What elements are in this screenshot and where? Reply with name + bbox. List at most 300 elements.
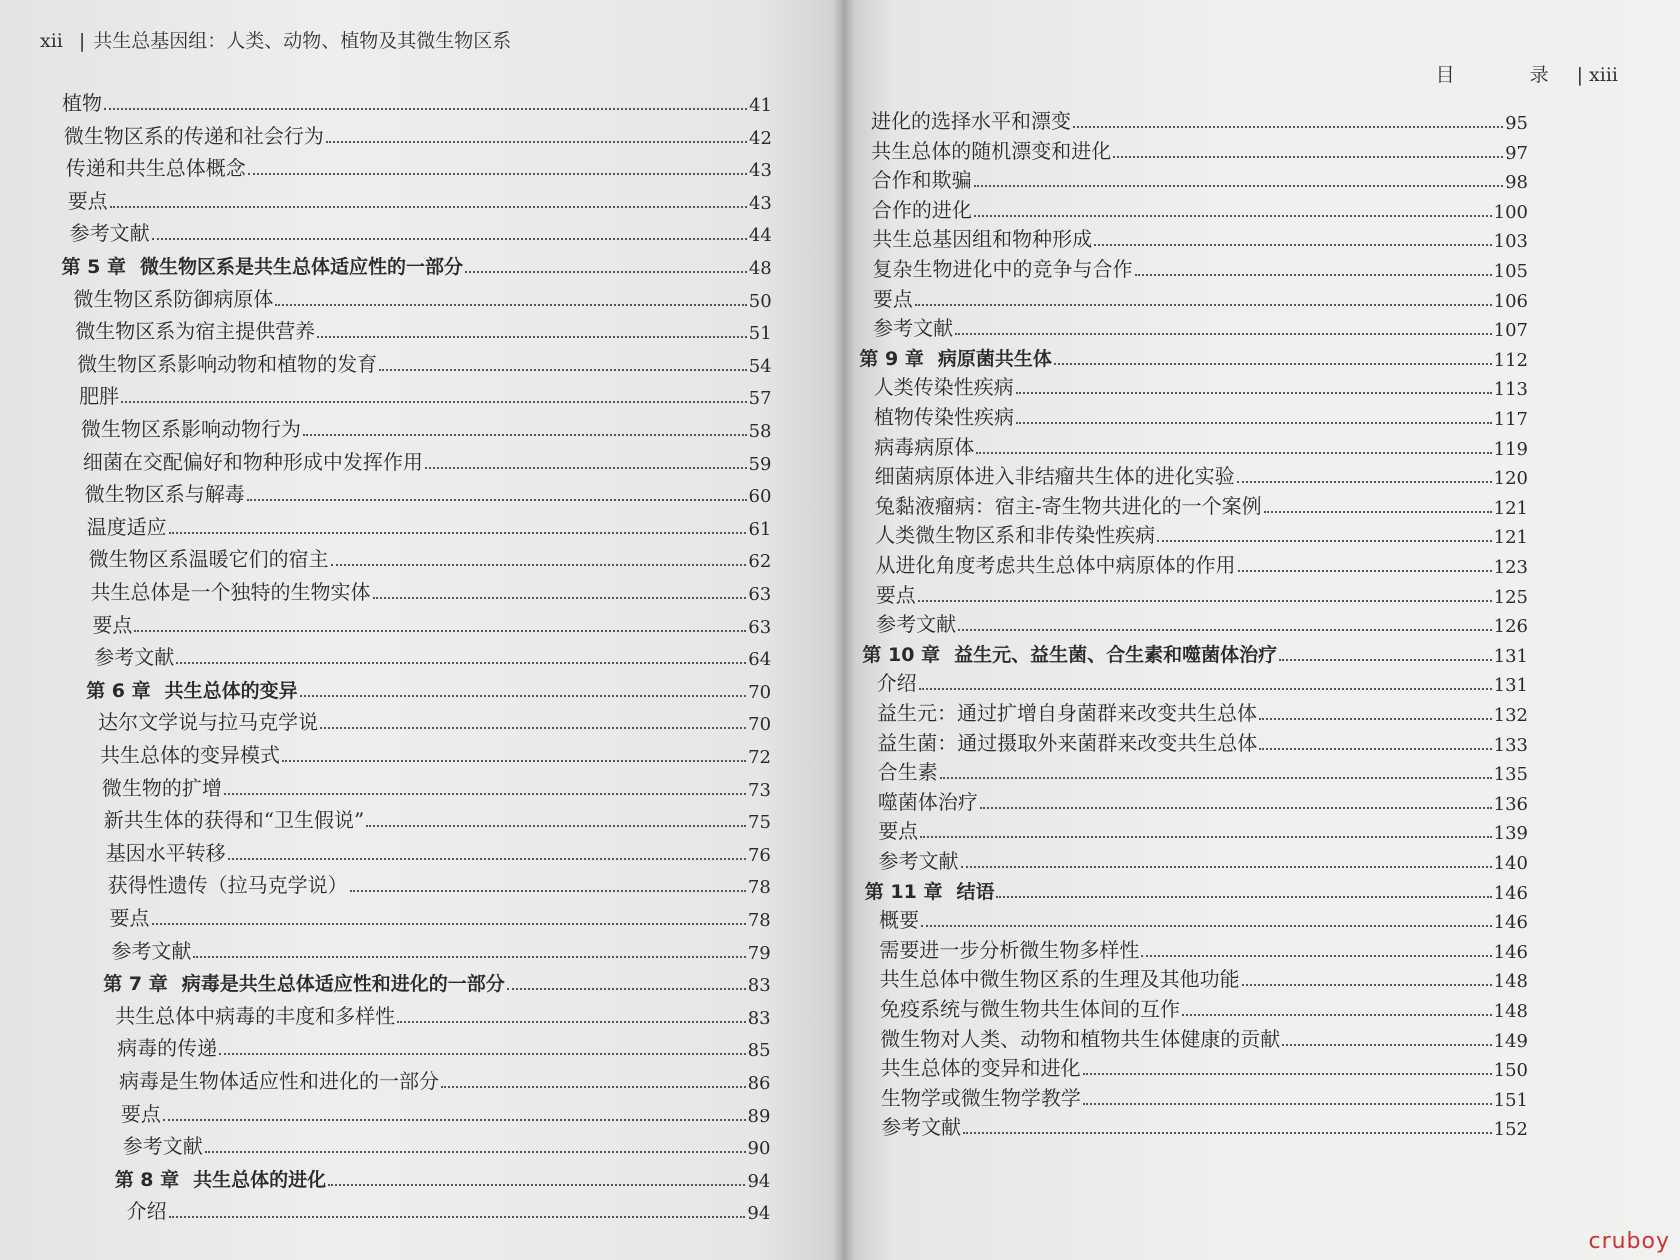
book-gutter xyxy=(833,0,855,1260)
dot-leader xyxy=(940,777,1492,779)
entry-page-number: 63 xyxy=(748,584,772,605)
toc-chapter-entry xyxy=(862,635,1528,667)
entry-title: 微生物区系防御病原体 xyxy=(73,286,274,311)
toc-entry xyxy=(875,457,1528,489)
toc-entry xyxy=(877,664,1528,696)
right-page-number: xiii xyxy=(1589,64,1618,86)
left-running-head: xii | 共生总基因组：人类、动物、植物及其微生物区系 xyxy=(40,30,512,52)
entry-page-number: 76 xyxy=(747,844,771,866)
entry-page-number: 83 xyxy=(747,975,771,997)
toc-entry xyxy=(123,1127,771,1159)
toc-entry xyxy=(102,769,771,801)
dot-leader xyxy=(1054,363,1492,365)
toc-entry xyxy=(70,214,772,246)
entry-page-number: 43 xyxy=(749,160,772,182)
dot-leader xyxy=(228,858,746,860)
toc-entry xyxy=(872,191,1528,223)
dot-leader xyxy=(1113,156,1503,158)
entry-title: 生物学或微生物学教学 xyxy=(880,1085,1081,1110)
toc-entry xyxy=(117,1029,770,1061)
chapter-number: 第 10 章 xyxy=(862,643,941,666)
right-running-head: 目 录| xiii xyxy=(1435,64,1618,86)
entry-page-number: 148 xyxy=(1493,971,1528,993)
dot-leader xyxy=(1242,984,1492,986)
entry-title: 人类微生物区系和非传染性疾病 xyxy=(875,523,1156,548)
entry-page-number: 121 xyxy=(1493,497,1528,519)
toc-entry xyxy=(108,866,771,898)
toc-entry xyxy=(873,250,1529,282)
dot-leader xyxy=(963,1132,1491,1134)
entry-page-number: 94 xyxy=(747,1170,771,1192)
entry-page-number: 63 xyxy=(748,616,772,638)
toc-entry xyxy=(75,312,771,344)
toc-chapter-entry xyxy=(62,247,772,279)
chapter-title xyxy=(862,640,1277,667)
toc-entry xyxy=(871,132,1528,164)
entry-title: 合作和欺骗 xyxy=(871,168,972,193)
entry-title: 参考文献 xyxy=(111,938,192,963)
dot-leader xyxy=(918,600,1492,602)
entry-page-number: 146 xyxy=(1493,882,1528,904)
toc-entry xyxy=(875,516,1528,548)
entry-title: 介绍 xyxy=(876,671,917,696)
toc-entry xyxy=(64,117,772,149)
entry-page-number: 75 xyxy=(748,812,771,834)
toc-entry xyxy=(66,149,772,181)
entry-title: 病毒病原体 xyxy=(874,434,975,459)
entry-title: 复杂生物进化中的竞争与合作 xyxy=(872,257,1133,281)
dot-leader xyxy=(465,271,747,273)
entry-page-number: 57 xyxy=(748,388,772,410)
dot-leader xyxy=(1016,422,1492,424)
toc-entry xyxy=(87,508,772,540)
entry-page-number: 97 xyxy=(1505,142,1528,164)
dot-leader xyxy=(996,896,1491,898)
toc-entry xyxy=(874,368,1528,400)
entry-title: 要点 xyxy=(875,582,916,607)
entry-page-number: 58 xyxy=(748,421,772,442)
dot-leader xyxy=(920,836,1491,838)
entry-title: 共生总体的变异和进化 xyxy=(880,1056,1081,1081)
entry-title: 微生物的扩增 xyxy=(101,775,222,800)
dot-leader xyxy=(1259,718,1492,720)
entry-page-number: 126 xyxy=(1493,616,1528,638)
dot-leader xyxy=(379,369,747,371)
toc-entry xyxy=(874,398,1528,430)
entry-page-number: 149 xyxy=(1493,1030,1528,1052)
entry-title: 免疫系统与微生物共生体间的互作 xyxy=(880,997,1180,1021)
entry-page-number: 121 xyxy=(1493,527,1528,549)
toc-entry xyxy=(79,377,771,409)
entry-title: 参考文献 xyxy=(94,645,175,670)
entry-page-number: 117 xyxy=(1493,409,1528,430)
entry-title: 噬菌体治疗 xyxy=(877,789,978,814)
entry-title: 共生总体中病毒的丰度和多样性 xyxy=(115,1003,396,1028)
entry-page-number: 123 xyxy=(1493,557,1528,578)
dot-leader xyxy=(169,1216,746,1218)
toc-entry xyxy=(119,1062,771,1094)
toc-entry xyxy=(94,638,771,670)
chapter-name: 病原菌共生体 xyxy=(937,347,1052,370)
chapter-name: 共生总体的进化 xyxy=(193,1168,327,1191)
dot-leader xyxy=(300,695,747,697)
entry-title: 益生元：通过扩增自身菌群来改变共生总体 xyxy=(877,701,1257,725)
entry-title: 从进化角度考虑共生总体中病原体的作用 xyxy=(875,553,1236,577)
toc-entry xyxy=(91,573,772,605)
toc-entry xyxy=(877,724,1528,756)
entry-page-number: 131 xyxy=(1493,645,1528,667)
entry-title: 肥胖 xyxy=(79,384,120,409)
toc-entry xyxy=(876,605,1528,637)
watermark: cruboy xyxy=(1588,1229,1670,1254)
chapter-title xyxy=(86,676,297,703)
chapter-title xyxy=(859,344,1051,371)
toc-chapter-entry xyxy=(86,671,771,703)
dot-leader xyxy=(320,727,746,729)
toc-entry xyxy=(880,960,1528,992)
dot-leader xyxy=(974,185,1504,187)
entry-title: 微生物区系的传递和社会行为 xyxy=(63,123,324,148)
entry-title: 参考文献 xyxy=(122,1134,203,1159)
dot-leader xyxy=(980,807,1492,809)
entry-page-number: 90 xyxy=(747,1138,771,1160)
dot-leader xyxy=(152,238,747,240)
chapter-title xyxy=(62,252,463,279)
entry-page-number: 83 xyxy=(747,1007,771,1029)
dot-leader xyxy=(110,206,747,208)
entry-page-number: 61 xyxy=(748,518,772,540)
dot-leader xyxy=(921,925,1492,927)
entry-page-number: 148 xyxy=(1493,1001,1528,1022)
dot-leader xyxy=(247,499,747,501)
entry-page-number: 48 xyxy=(748,258,772,279)
dot-leader xyxy=(397,1021,746,1023)
entry-page-number: 95 xyxy=(1505,113,1528,134)
entry-title: 益生菌：通过摄取外来菌群来改变共生总体 xyxy=(877,730,1258,755)
dot-leader xyxy=(1073,126,1503,128)
entry-page-number: 119 xyxy=(1493,438,1528,460)
dot-leader xyxy=(224,793,746,795)
toc-entry xyxy=(872,161,1528,193)
dot-leader xyxy=(507,988,746,990)
entry-page-number: 50 xyxy=(748,290,772,312)
toc-entry xyxy=(110,899,771,931)
toc-entry xyxy=(880,990,1528,1022)
entry-title: 兔黏液瘤病：宿主-寄生物共进化的一个案例 xyxy=(874,493,1262,518)
chapter-title xyxy=(115,1165,326,1192)
left-page-number: xii xyxy=(40,30,63,52)
chapter-number: 第 6 章 xyxy=(86,679,151,702)
dot-leader xyxy=(176,662,746,664)
entry-title: 细菌在交配偏好和物种形成中发挥作用 xyxy=(82,449,423,474)
entry-page-number: 151 xyxy=(1493,1089,1528,1111)
entry-title: 微生物对人类、动物和植物共生体健康的贡献 xyxy=(880,1026,1281,1051)
entry-title: 微生物区系与解毒 xyxy=(84,482,245,507)
entry-title: 病毒是生物体适应性和进化的一部分 xyxy=(119,1069,439,1093)
entry-page-number: 131 xyxy=(1493,675,1528,697)
entry-title: 获得性遗传（拉马克学说） xyxy=(107,873,348,898)
dot-leader xyxy=(303,434,747,436)
toc-entry xyxy=(878,753,1528,785)
chapter-name: 微生物区系是共生总体适应性的一部分 xyxy=(139,256,463,278)
toc-entry xyxy=(877,694,1528,726)
entry-page-number: 133 xyxy=(1493,734,1528,756)
entry-page-number: 136 xyxy=(1493,793,1528,815)
entry-title: 要点 xyxy=(67,188,108,213)
dot-leader xyxy=(152,923,746,925)
entry-title: 参考文献 xyxy=(878,849,959,873)
toc-entry xyxy=(876,576,1528,608)
entry-title: 参考文献 xyxy=(69,221,150,246)
entry-page-number: 43 xyxy=(748,192,772,214)
entry-title: 要点 xyxy=(878,819,919,844)
entry-title: 参考文献 xyxy=(881,1115,962,1140)
toc-entry xyxy=(106,834,771,866)
dot-leader xyxy=(1282,1044,1491,1046)
chapter-name: 病毒是共生总体适应性和进化的一部分 xyxy=(181,973,505,996)
entry-title: 传递和共生总体概念 xyxy=(65,156,246,181)
entry-page-number: 72 xyxy=(748,747,771,768)
dot-leader xyxy=(134,630,746,632)
entry-title: 微生物区系温暖它们的宿主 xyxy=(88,547,329,572)
chapter-number: 第 11 章 xyxy=(864,880,943,903)
chapter-name: 结语 xyxy=(956,880,995,903)
dot-leader xyxy=(1264,511,1492,513)
entry-page-number: 100 xyxy=(1493,201,1528,223)
dot-leader xyxy=(328,1184,745,1186)
toc-entry xyxy=(92,606,771,638)
entry-title: 进化的选择水平和漂变 xyxy=(871,109,1071,133)
toc-entry xyxy=(873,309,1528,341)
entry-page-number: 132 xyxy=(1493,705,1528,726)
entry-page-number: 140 xyxy=(1493,853,1528,874)
dot-leader xyxy=(1259,748,1491,750)
chapter-number: 第 9 章 xyxy=(859,347,924,370)
dot-leader xyxy=(169,532,747,534)
dot-leader xyxy=(326,141,747,143)
entry-page-number: 135 xyxy=(1493,764,1528,786)
entry-page-number: 79 xyxy=(747,942,771,964)
entry-page-number: 113 xyxy=(1493,379,1528,401)
toc-entry xyxy=(73,280,771,312)
toc-chapter-entry xyxy=(103,964,770,996)
entry-page-number: 64 xyxy=(748,649,772,671)
entry-page-number: 70 xyxy=(748,681,772,703)
dot-leader xyxy=(1238,570,1492,572)
chapter-number: 第 8 章 xyxy=(114,1168,180,1191)
dot-leader xyxy=(373,597,747,599)
toc-entry xyxy=(878,783,1528,815)
entry-title: 共生总体的变异模式 xyxy=(100,743,280,767)
entry-title: 介绍 xyxy=(126,1199,167,1224)
entry-page-number: 150 xyxy=(1493,1060,1528,1082)
entry-title: 基因水平转移 xyxy=(105,840,226,865)
dot-leader xyxy=(958,629,1492,631)
toc-entry xyxy=(77,345,771,377)
dot-leader xyxy=(915,304,1492,306)
entry-page-number: 62 xyxy=(748,551,772,573)
dot-leader xyxy=(441,1086,746,1088)
dot-leader xyxy=(919,688,1492,690)
entry-title: 细菌病原体进入非结瘤共生体的进化实验 xyxy=(874,464,1235,489)
entry-page-number: 73 xyxy=(748,779,771,801)
entry-title: 要点 xyxy=(109,906,150,930)
entry-page-number: 78 xyxy=(747,877,771,899)
entry-page-number: 107 xyxy=(1493,320,1528,342)
entry-page-number: 78 xyxy=(747,910,771,931)
toc-entry xyxy=(89,540,772,572)
toc-entry xyxy=(872,220,1528,252)
dot-leader xyxy=(1157,540,1491,542)
entry-page-number: 146 xyxy=(1493,912,1528,934)
dot-leader xyxy=(104,108,747,110)
entry-title: 病毒的传递 xyxy=(117,1036,218,1061)
entry-page-number: 105 xyxy=(1493,261,1528,282)
chapter-number: 第 5 章 xyxy=(61,256,126,278)
entry-title: 要点 xyxy=(872,286,913,311)
toc-entry xyxy=(104,801,771,833)
toc-entry xyxy=(878,812,1528,844)
dot-leader xyxy=(366,825,746,827)
toc-entry xyxy=(874,428,1528,460)
entry-title: 合作的进化 xyxy=(871,197,972,222)
dot-leader xyxy=(1182,1014,1492,1016)
entry-title: 参考文献 xyxy=(876,612,957,637)
dot-leader xyxy=(317,336,746,338)
dot-leader xyxy=(1279,659,1492,661)
entry-page-number: 70 xyxy=(748,714,772,736)
contents-title: 目 录 xyxy=(1435,64,1577,86)
toc-entry xyxy=(879,931,1528,963)
entry-title: 植物传染性疾病 xyxy=(874,405,1014,429)
dot-leader xyxy=(1141,955,1491,957)
entry-page-number: 59 xyxy=(748,453,772,475)
entry-title: 温度适应 xyxy=(86,514,167,539)
toc-entry xyxy=(83,443,772,475)
book-title: 共生总基因组：人类、动物、植物及其微生物区系 xyxy=(93,30,512,52)
entry-page-number: 98 xyxy=(1505,172,1528,194)
entry-page-number: 85 xyxy=(747,1040,771,1062)
toc-entry xyxy=(879,842,1529,874)
entry-title: 要点 xyxy=(120,1101,161,1126)
right-page xyxy=(843,0,1680,1260)
toc-entry xyxy=(876,546,1529,578)
toc-entry xyxy=(115,997,770,1029)
entry-title: 需要进一步分析微生物多样性 xyxy=(879,937,1140,962)
dot-leader xyxy=(1083,1073,1492,1075)
entry-page-number: 112 xyxy=(1493,349,1528,371)
chapter-name: 益生元、益生菌、合生素和噬菌体治疗 xyxy=(954,643,1278,666)
dot-leader xyxy=(121,401,747,403)
entry-page-number: 60 xyxy=(748,486,772,508)
dot-leader xyxy=(275,304,746,306)
chapter-number: 第 7 章 xyxy=(103,973,168,996)
entry-page-number: 152 xyxy=(1493,1119,1528,1141)
toc-entry xyxy=(879,901,1528,933)
entry-page-number: 51 xyxy=(748,323,772,345)
entry-title: 微生物区系影响动物行为 xyxy=(81,417,301,441)
dot-leader xyxy=(248,173,747,175)
toc-entry xyxy=(100,736,771,768)
entry-page-number: 125 xyxy=(1493,586,1528,608)
dot-leader xyxy=(974,215,1492,217)
toc-entry xyxy=(85,475,772,507)
entry-title: 共生总体中微生物区系的生理及其他功能 xyxy=(879,967,1240,992)
entry-title: 概要 xyxy=(879,908,920,933)
dot-leader xyxy=(193,956,745,958)
toc-entry xyxy=(121,1095,771,1127)
toc-entry xyxy=(62,84,772,116)
entry-page-number: 89 xyxy=(747,1105,771,1127)
dot-leader xyxy=(163,1119,746,1121)
toc-entry xyxy=(881,1049,1528,1081)
dot-leader xyxy=(282,760,746,762)
dot-leader xyxy=(1094,244,1491,246)
entry-title: 合生素 xyxy=(877,760,938,785)
toc-entry xyxy=(875,487,1528,519)
entry-title: 人类传染性疾病 xyxy=(873,375,1014,400)
toc-entry xyxy=(880,1020,1528,1052)
entry-page-number: 103 xyxy=(1493,231,1528,253)
entry-title: 新共生体的获得和“卫生假说” xyxy=(103,808,365,833)
dot-leader xyxy=(1237,481,1492,483)
entry-page-number: 146 xyxy=(1493,941,1528,963)
entry-title: 要点 xyxy=(92,612,133,637)
entry-title: 植物 xyxy=(62,91,102,115)
entry-page-number: 42 xyxy=(749,127,772,149)
entry-page-number: 106 xyxy=(1493,290,1528,312)
toc-entry xyxy=(81,410,772,442)
entry-page-number: 41 xyxy=(749,95,772,116)
dot-leader xyxy=(331,564,747,566)
dot-leader xyxy=(1083,1103,1492,1105)
toc-entry xyxy=(111,932,770,964)
entry-title: 达尔文学说与拉马克学说 xyxy=(98,710,319,735)
toc-chapter-entry xyxy=(115,1160,771,1192)
entry-title: 共生总基因组和物种形成 xyxy=(872,227,1093,252)
entry-page-number: 44 xyxy=(748,225,772,247)
entry-page-number: 54 xyxy=(748,355,772,377)
entry-page-number: 94 xyxy=(747,1203,771,1225)
dot-leader xyxy=(955,333,1492,335)
dot-leader xyxy=(1016,392,1492,394)
entry-page-number: 139 xyxy=(1493,823,1528,845)
dot-leader xyxy=(205,1151,746,1153)
dot-leader xyxy=(219,1053,746,1055)
toc-entry xyxy=(127,1192,771,1224)
chapter-title xyxy=(865,877,995,904)
entry-title: 微生物区系影响动物和植物的发育 xyxy=(77,351,378,376)
entry-title: 微生物区系为宿主提供营养 xyxy=(75,319,316,344)
toc-entry xyxy=(68,182,772,214)
dot-leader xyxy=(425,467,747,469)
entry-page-number: 120 xyxy=(1493,468,1528,490)
entry-title: 参考文献 xyxy=(873,316,954,341)
toc-entry xyxy=(873,280,1528,312)
chapter-title xyxy=(103,969,504,996)
entry-page-number: 86 xyxy=(747,1073,771,1094)
entry-title: 共生总体是一个独特的生物实体 xyxy=(90,580,371,604)
toc-chapter-entry xyxy=(859,339,1528,371)
entry-title: 共生总体的随机漂变和进化 xyxy=(871,138,1112,163)
toc-entry xyxy=(881,1108,1528,1140)
toc-entry xyxy=(871,102,1528,134)
dot-leader xyxy=(1135,274,1492,276)
dot-leader xyxy=(350,890,746,892)
toc-chapter-entry xyxy=(865,872,1528,904)
dot-leader xyxy=(961,866,1492,868)
toc-entry xyxy=(881,1079,1528,1111)
